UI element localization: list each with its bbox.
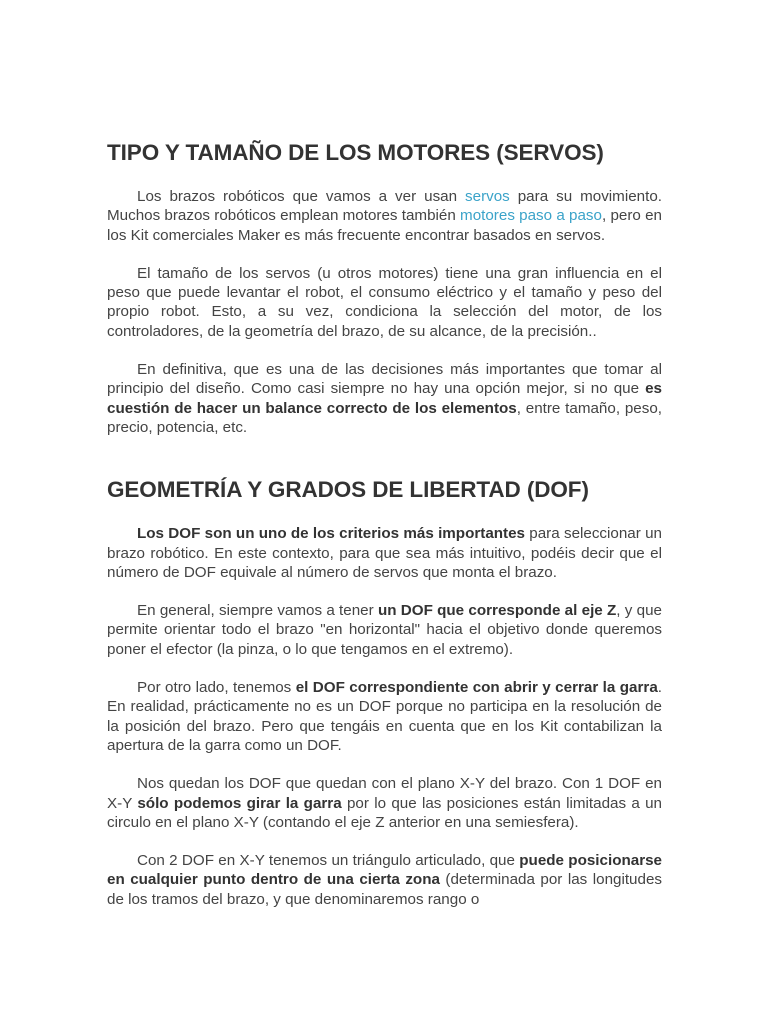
text: por lo que las posiciones están limitadas a un circulo en el plano X-Y (contando el eje Z anterior en una semiesfera). — [107, 794, 663, 831]
bold-text: Los DOF son un uno de los criterios más importantes — [137, 525, 525, 543]
text: para seleccionar un brazo robótico. En este contexto, para que sea más intuitivo, podéis decir que el número de DOF equivale al número de servos que monta el brazo. — [107, 525, 662, 581]
stepper-motors-link[interactable]: motores paso a paso — [460, 207, 602, 225]
paragraph-design-decision — [107, 360, 662, 437]
text: . En realidad, prácticamente no es un DOF porque no participa en la resolución de la posición del brazo. Pero que tengáis en cuenta que en los Kit contabilizan la apertura de la garra como un DOF. — [107, 679, 662, 754]
text: para su movimiento. Muchos brazos robóticos emplean motores también — [107, 188, 662, 225]
text: , y que permite orientar todo el brazo "en horizontal" hacia el objetivo donde queremos poner el efector (la pinza, o lo que tengamos en el extremo). — [107, 602, 663, 658]
text: Con 2 DOF en X-Y tenemos un triángulo articulado, que — [137, 852, 520, 870]
bold-text: puede posicionarse en cualquier punto dentro de una cierta zona — [107, 852, 662, 889]
servos-link[interactable]: servos — [465, 188, 510, 205]
text: En definitiva, que es una de las decisiones más importantes que tomar al principio del diseño. Como casi siempre no hay una opción mejor, si no que — [107, 361, 662, 398]
text: (determinada por las longitudes de los tramos del brazo, y que denominaremos rango o — [107, 871, 662, 908]
text: El tamaño de los servos (u otros motores) tiene una gran influencia en el peso que puede levantar el robot, el consumo eléctrico y el tamaño y peso del propio robot. Esto, a su vez, condiciona la selección del motor, de los controladores, de la geometría del brazo, de su alcance, de la precisión.. — [107, 264, 662, 340]
text: Nos quedan los DOF que quedan con el plano X-Y del brazo. Con 1 DOF en X-Y — [107, 775, 662, 812]
text: En general, siempre vamos a tener — [137, 602, 378, 620]
bold-text: sólo podemos girar la garra — [137, 794, 342, 812]
document-page — [107, 0, 662, 909]
paragraph-servos-intro — [107, 187, 662, 245]
bold-text: el DOF correspondiente con abrir y cerrar la garra — [295, 679, 658, 697]
text: , entre tamaño, peso, precio, potencia, etc. — [107, 399, 662, 436]
text: Por otro lado, tenemos — [137, 679, 296, 697]
text: Los brazos robóticos que vamos a ver usan — [137, 188, 466, 205]
paragraph-z-axis — [107, 601, 662, 659]
heading-motor-type: TIPO Y TAMAÑO DE LOS MOTORES (SERVOS) — [107, 140, 604, 165]
bold-text: un DOF que corresponde al eje Z — [377, 602, 617, 620]
bold-text: es cuestión de hacer un balance correcto de los elementos — [107, 380, 662, 417]
paragraph-gripper-dof — [107, 678, 662, 755]
paragraph-two-dof — [107, 851, 662, 909]
paragraph-dof-criteria — [107, 524, 662, 582]
heading-geometry-dof: GEOMETRÍA Y GRADOS DE LIBERTAD (DOF) — [107, 477, 589, 503]
text: , pero en los Kit comerciales Maker es más frecuente encontrar basados en servos. — [107, 207, 662, 244]
paragraph-servo-size — [107, 264, 662, 341]
paragraph-xy-plane — [107, 774, 662, 832]
